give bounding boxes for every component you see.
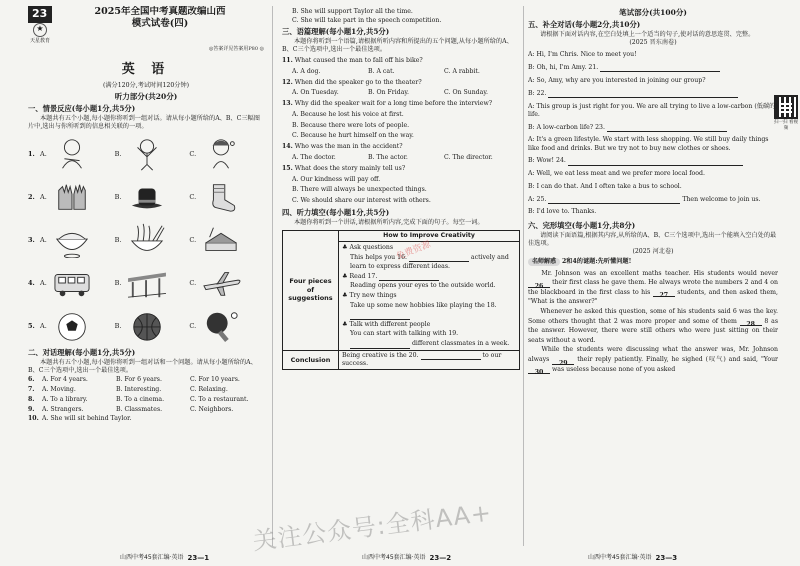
picture-option[interactable]	[115, 222, 190, 258]
dialog-line	[528, 196, 778, 204]
creativity-table	[282, 230, 520, 370]
conclusion-label: Conclusion	[283, 350, 339, 369]
girl-thinking-icon	[199, 136, 243, 172]
q25-blank[interactable]	[548, 198, 680, 204]
q19-blank[interactable]	[350, 343, 410, 349]
question-text: What caused the man to fall off his bike?	[294, 56, 423, 64]
q20-blank[interactable]	[421, 354, 481, 360]
option-letter: B.	[114, 192, 122, 201]
q10-option-c: C. She will take part in the speech competition.	[292, 17, 442, 25]
cake-icon	[199, 222, 243, 258]
question-stem	[282, 100, 520, 108]
resource-stamp: 免费资源	[395, 239, 433, 263]
answer-option[interactable]: A. Our kindness will pay off.	[292, 175, 381, 183]
question-number: 7.	[28, 386, 35, 394]
q23-text: B: A low-carbon life? 23.	[528, 123, 605, 131]
passage-text: their first class he gave them. He always wrote the numbers 2 and 4 on the blackboard in the first class to his	[528, 279, 778, 296]
passage-text: students, and then asked them, "What is the answer?"	[528, 288, 778, 306]
suggestion-4-line	[350, 329, 516, 348]
option-letter: A.	[40, 192, 47, 201]
footer-text: 山西中考45套汇编·英语	[362, 554, 426, 562]
dialog-line: B: I can do that. And I often take a bus to school.	[528, 182, 682, 190]
answer-option[interactable]: C. On Sunday.	[444, 89, 488, 97]
dialog-line: B: I'd love to. Thanks.	[528, 208, 597, 216]
tip-badge: 名师解惑	[528, 258, 560, 266]
q27-number: 27	[659, 292, 669, 300]
suggestion-1-heading: ♣ Ask questions	[342, 243, 394, 251]
q28-blank[interactable]	[740, 320, 762, 329]
suggestion-2-heading	[342, 272, 516, 282]
question-stem	[282, 57, 520, 65]
paper-number-badge: 23	[28, 6, 52, 23]
question-number: 2.	[28, 192, 35, 201]
q24-blank[interactable]	[568, 160, 743, 166]
watermark: 关注公众号:全科AA+	[251, 498, 494, 556]
page-column-3	[528, 6, 778, 548]
hat-icon	[125, 179, 169, 215]
q16-tail: actively and learn to express different ideas.	[350, 253, 509, 271]
q25-text: A: 25.	[528, 195, 547, 203]
suggestion-4-heading: ♣ Talk with different people	[342, 320, 431, 328]
option-letter: A.	[40, 149, 47, 158]
footer-text: 山西中考45套汇编·英语	[120, 554, 184, 562]
paper-title	[56, 6, 264, 30]
picture-option[interactable]	[189, 179, 264, 215]
q29-number: 29	[558, 359, 568, 367]
answer-option[interactable]: A. The doctor.	[292, 154, 336, 161]
question-number: 6.	[28, 376, 35, 384]
cloze-passage	[528, 269, 778, 375]
q20-tail: to our success.	[342, 351, 502, 367]
answer-option[interactable]: A. She will sit behind Taylor.	[42, 415, 132, 423]
question-number: 14.	[282, 143, 293, 151]
answer-option[interactable]: B. Interesting.	[116, 386, 162, 394]
page-footer-1	[120, 554, 209, 563]
mc-question	[28, 396, 264, 404]
q29-blank[interactable]	[552, 359, 574, 365]
section-1-title: 一、情景反应(每小题1分,共5分)	[28, 103, 136, 113]
option-row	[292, 89, 520, 97]
picture-option[interactable]	[115, 136, 190, 172]
picture-option[interactable]	[40, 136, 115, 172]
qr-caption: 扫一扫 看视频	[774, 120, 798, 131]
question-number: 15.	[282, 164, 293, 172]
answer-option[interactable]: C. For 10 years.	[190, 376, 240, 384]
answer-option[interactable]: B. Classmates.	[116, 405, 163, 413]
section-6-intro: 请阅读下面语篇,根据其内容,从所给的A、B、C三个选项中,选出一个能填入空白处的最佳选项。	[528, 231, 777, 248]
answer-option[interactable]: B. For 6 years.	[116, 376, 162, 384]
q28-number: 28	[746, 321, 755, 329]
option-row	[292, 68, 520, 76]
passage-text: their reply patiently. Finally, he sighed (叹气) and said, "Your	[577, 356, 778, 364]
dialog-line	[528, 124, 778, 132]
ping-pong-icon	[199, 308, 243, 344]
passage-text: Whenever he asked this question, some of his students said 6 was the key. Some others thought that 2 was more proper and some of them	[528, 308, 778, 325]
option-row	[292, 154, 520, 162]
picture-question	[28, 220, 264, 260]
section-2-questions	[28, 376, 264, 423]
question-number: 5.	[28, 321, 35, 330]
section-4-intro: 本题你将听到一个讲话,请根据所听内容,完成下面的句子。每空一词。	[294, 218, 484, 226]
publisher-name: 天星教育	[29, 37, 50, 44]
paper-title-line2: 模式试卷(四)	[131, 17, 189, 29]
q17-text: ♣ Read 17.	[342, 272, 378, 280]
option-letter: B.	[114, 149, 122, 158]
question-text: What does the story mainly tell us?	[294, 164, 406, 172]
dialogue	[528, 51, 778, 216]
publisher-logo	[28, 23, 52, 45]
table-suggestions	[339, 241, 520, 350]
picture-option[interactable]	[40, 222, 115, 258]
section-3-intro: 本题你将听到一个语篇,请根据所听内容和所提出的五个问题,从每小题所给的A、B、C三个选项中,选出一个最佳选项。	[282, 38, 513, 54]
mc-question	[28, 376, 264, 384]
mc-question	[282, 165, 520, 206]
sock-icon	[199, 179, 243, 215]
answer-option[interactable]: C. To a restaurant.	[190, 395, 249, 403]
answer-option[interactable]: A. Moving.	[42, 386, 76, 394]
mc-question	[282, 79, 520, 98]
listening-part-title: 听力部分(共20分)	[114, 92, 178, 102]
table-label: Four pieces of suggestions	[283, 230, 339, 350]
q18-blank[interactable]	[350, 314, 410, 320]
passage-text: was useless because none of you asked	[551, 365, 676, 373]
column-divider	[272, 6, 273, 546]
page-footer-2	[362, 554, 451, 563]
answer-option[interactable]: C. Neighbors.	[190, 405, 234, 413]
boy-cold-icon	[50, 136, 94, 172]
suggestion-2-line: Reading opens your eyes to the outside world.	[350, 282, 496, 290]
mc-question	[28, 406, 264, 414]
option-letter: A.	[40, 235, 47, 244]
q25-tail: Then welcome to join us.	[682, 195, 761, 203]
section-5-title: 五、补全对话(每小题2分,共10分)	[528, 19, 641, 29]
dialog-line	[528, 157, 778, 165]
q30-blank[interactable]	[528, 368, 550, 377]
suggestion-3-heading: ♣ Try new things	[342, 291, 397, 299]
picture-option[interactable]	[115, 308, 190, 344]
question-number: 3.	[28, 235, 35, 244]
option-letter: C.	[189, 192, 197, 201]
question-number: 10.	[28, 415, 39, 423]
q22-text: B: 22.	[528, 89, 547, 97]
football-icon	[50, 308, 94, 344]
question-number: 4.	[28, 278, 35, 287]
picture-option[interactable]	[189, 308, 264, 344]
answer-option[interactable]: C. We should share our interest with others.	[292, 197, 431, 205]
question-text: Why did the speaker wait for a long time before the interview?	[294, 100, 493, 108]
option-letter: B.	[114, 278, 122, 287]
noodles-icon	[125, 222, 169, 258]
question-number: 12.	[282, 78, 293, 86]
picture-option[interactable]	[40, 308, 115, 344]
paper-header	[28, 6, 264, 44]
picture-option[interactable]	[189, 136, 264, 172]
tip-text: 2和4的谜题:先听懂问题!	[561, 258, 632, 266]
q30-number: 30	[534, 369, 544, 377]
dialog-line: A: It's a green lifestyle. We start with less shopping. We still buy daily things like food and drinks. But we try not to buy new clothes or shoes.	[528, 136, 769, 152]
question-number: 8.	[28, 395, 35, 403]
page-column-2	[282, 6, 520, 548]
dialog-line: A: This group is just right for you. We are all trying to live a low-carbon (低碳的) life.	[528, 102, 778, 118]
answer-option[interactable]: A. Strangers.	[42, 405, 84, 413]
dialog-line	[528, 64, 778, 72]
header-left	[28, 6, 52, 44]
teacher-tip	[528, 258, 778, 266]
dialog-line: A: Hi, I'm Chris. Nice to meet you!	[528, 51, 637, 59]
section-1-intro: 本题共有五个小题,每小题你将听到一组对话。请从每小题所给的A、B、C三幅图片中,选出与你所听到的信息相关联的一项。	[28, 114, 260, 130]
question-number: 13.	[282, 100, 293, 108]
question-number: 1.	[28, 149, 35, 158]
dialog-line	[528, 90, 778, 98]
picture-option[interactable]	[40, 179, 115, 215]
picture-question	[28, 263, 264, 303]
option-letter: B.	[114, 235, 122, 244]
answer-option[interactable]: C. A rabbit.	[444, 67, 480, 75]
mc-question	[282, 143, 520, 162]
answer-option[interactable]: B. A cat.	[368, 67, 395, 75]
q20-text: Being creative is the 20.	[342, 351, 419, 359]
table-title: How to Improve Creativity	[339, 230, 520, 241]
section-6-title: 六、完形填空(每小题1分,共8分)	[528, 221, 636, 231]
paper-title-line1: 2025年全国中考真题改编山西	[94, 6, 226, 17]
question-text: When did the speaker go to the theater?	[294, 78, 422, 86]
train-station-icon	[125, 265, 169, 301]
mc-question	[282, 57, 520, 76]
q21-text: B: Oh, hi, I'm Amy. 21.	[528, 64, 599, 72]
answer-option[interactable]: B. There will always be unexpected things.	[292, 186, 427, 194]
q19-text: You can start with talking with 19.	[350, 330, 459, 338]
question-stem	[282, 79, 520, 87]
bus-icon	[50, 265, 94, 301]
footer-text: 山西中考45套汇编·英语	[588, 554, 652, 562]
section-6-source: (2025 河北卷)	[632, 248, 674, 256]
option-letter: C.	[189, 278, 197, 287]
answer-option[interactable]: A. For 4 years.	[42, 376, 88, 384]
section-3-questions	[282, 57, 520, 205]
written-part-title: 笔试部分(共100分)	[619, 8, 687, 17]
picture-option[interactable]	[189, 222, 264, 258]
page-number: 23—2	[429, 553, 452, 562]
question-stem	[282, 165, 520, 173]
airplane-icon	[199, 265, 243, 301]
option-letter: A.	[40, 321, 47, 330]
q23-blank[interactable]	[607, 126, 727, 132]
answer-option[interactable]: B. The actor.	[368, 154, 408, 161]
q27-blank[interactable]	[653, 291, 675, 300]
subject-title: 英 语	[121, 61, 171, 77]
gloves-icon	[50, 179, 94, 215]
page-column-1	[28, 6, 264, 548]
picture-option[interactable]	[115, 179, 190, 215]
passage-text: Mr. Johnson was an excellent maths teacher. His students would never	[541, 269, 778, 277]
picture-option[interactable]	[40, 265, 115, 301]
answer-option[interactable]: C. Relaxing.	[190, 386, 228, 394]
section-4-title: 四、听力填空(每小题1分,共5分)	[282, 207, 390, 217]
question-number: 9.	[28, 405, 35, 413]
suggestion-1-line	[350, 253, 516, 272]
answer-option[interactable]: A. Because he lost his voice at first.	[292, 110, 404, 118]
q26-number: 26	[534, 282, 544, 290]
q24-text: B: Wow! 24.	[528, 157, 566, 165]
suggestion-3-line	[350, 301, 516, 320]
section-3-title: 三、语篇理解(每小题1分,共5分)	[282, 27, 390, 37]
option-letter: B.	[114, 321, 122, 330]
answer-option[interactable]: A. A dog.	[292, 67, 321, 75]
q16-text: This helps you 16.	[350, 253, 407, 261]
basketball-icon	[125, 308, 169, 344]
page-number: 23—3	[655, 553, 678, 562]
option-letter: C.	[189, 149, 197, 158]
option-letter: C.	[189, 321, 197, 330]
section-5-source: (2025 晋东南卷)	[629, 38, 677, 46]
answer-option[interactable]: C. Because he hurt himself on the way.	[292, 132, 414, 140]
option-letter: C.	[189, 235, 197, 244]
page-footer-3	[588, 554, 677, 563]
q22-blank[interactable]	[548, 92, 738, 98]
picture-question	[28, 134, 264, 174]
picture-option[interactable]	[189, 265, 264, 301]
q10-option-b: B. She will support Taylor all the time.	[292, 7, 413, 15]
conclusion-text	[339, 350, 520, 369]
picture-question	[28, 177, 264, 217]
dialog-line: A: So, Amy, why are you interested in joining our group?	[528, 77, 706, 85]
q16-blank[interactable]	[409, 256, 469, 262]
q18-text: Take up some new hobbies like playing the 18.	[350, 301, 497, 309]
rice-bowl-icon	[50, 222, 94, 258]
question-text: Who was the man in the accident?	[294, 143, 403, 151]
dialog-line: A: Well, we eat less meat and we prefer more local food.	[528, 170, 705, 178]
column-divider	[523, 6, 524, 546]
page-number: 23—1	[187, 553, 210, 562]
picture-question	[28, 306, 264, 346]
answer-option[interactable]: C. The director.	[444, 154, 493, 161]
passage-text: While the students were discussing what the answer was, Mr. Johnson always	[528, 346, 778, 364]
exam-info: (满分120分,考试时间120分钟)	[102, 81, 190, 89]
mc-question	[28, 386, 264, 394]
picture-questions	[28, 134, 264, 346]
child-cheering-icon	[125, 136, 169, 172]
option-letter: A.	[40, 278, 47, 287]
question-number: 11.	[282, 56, 293, 64]
picture-option[interactable]	[115, 265, 190, 301]
answer-option[interactable]: B. Because there were lots of people.	[292, 121, 410, 129]
q21-blank[interactable]	[600, 66, 720, 72]
answer-option[interactable]: B. On Friday.	[368, 89, 410, 97]
section-2-intro: 本题共有五个小题,每小题你将听到一组对话和一个问题。请从每小题所给的A、B、C三个选项中,选出一个最佳选项。	[28, 358, 257, 374]
section-2-title: 二、对话理解(每小题1分,共5分)	[28, 347, 136, 357]
mc-question	[28, 415, 264, 423]
section-5-intro: 请根据下面对话内容,在空白处填上一个适当的句子,使对话的意思连贯、完整。	[540, 30, 755, 38]
answer-option[interactable]: A. To a library.	[42, 395, 88, 403]
answer-reference: ◎答案详见答案用P80 ◎	[208, 46, 264, 53]
mc-question	[282, 100, 520, 141]
star-logo-icon: ★	[33, 23, 47, 37]
question-stem	[282, 143, 520, 151]
q26-blank[interactable]	[528, 282, 550, 288]
passage-text: 8 as the answer. However, there were still others who were just sitting on their seats without a word.	[528, 317, 778, 344]
answer-option[interactable]: A. On Tuesday.	[292, 89, 339, 97]
q19-tail: different classmates in a week.	[411, 340, 510, 347]
answer-option[interactable]: B. To a cinema.	[116, 395, 165, 403]
